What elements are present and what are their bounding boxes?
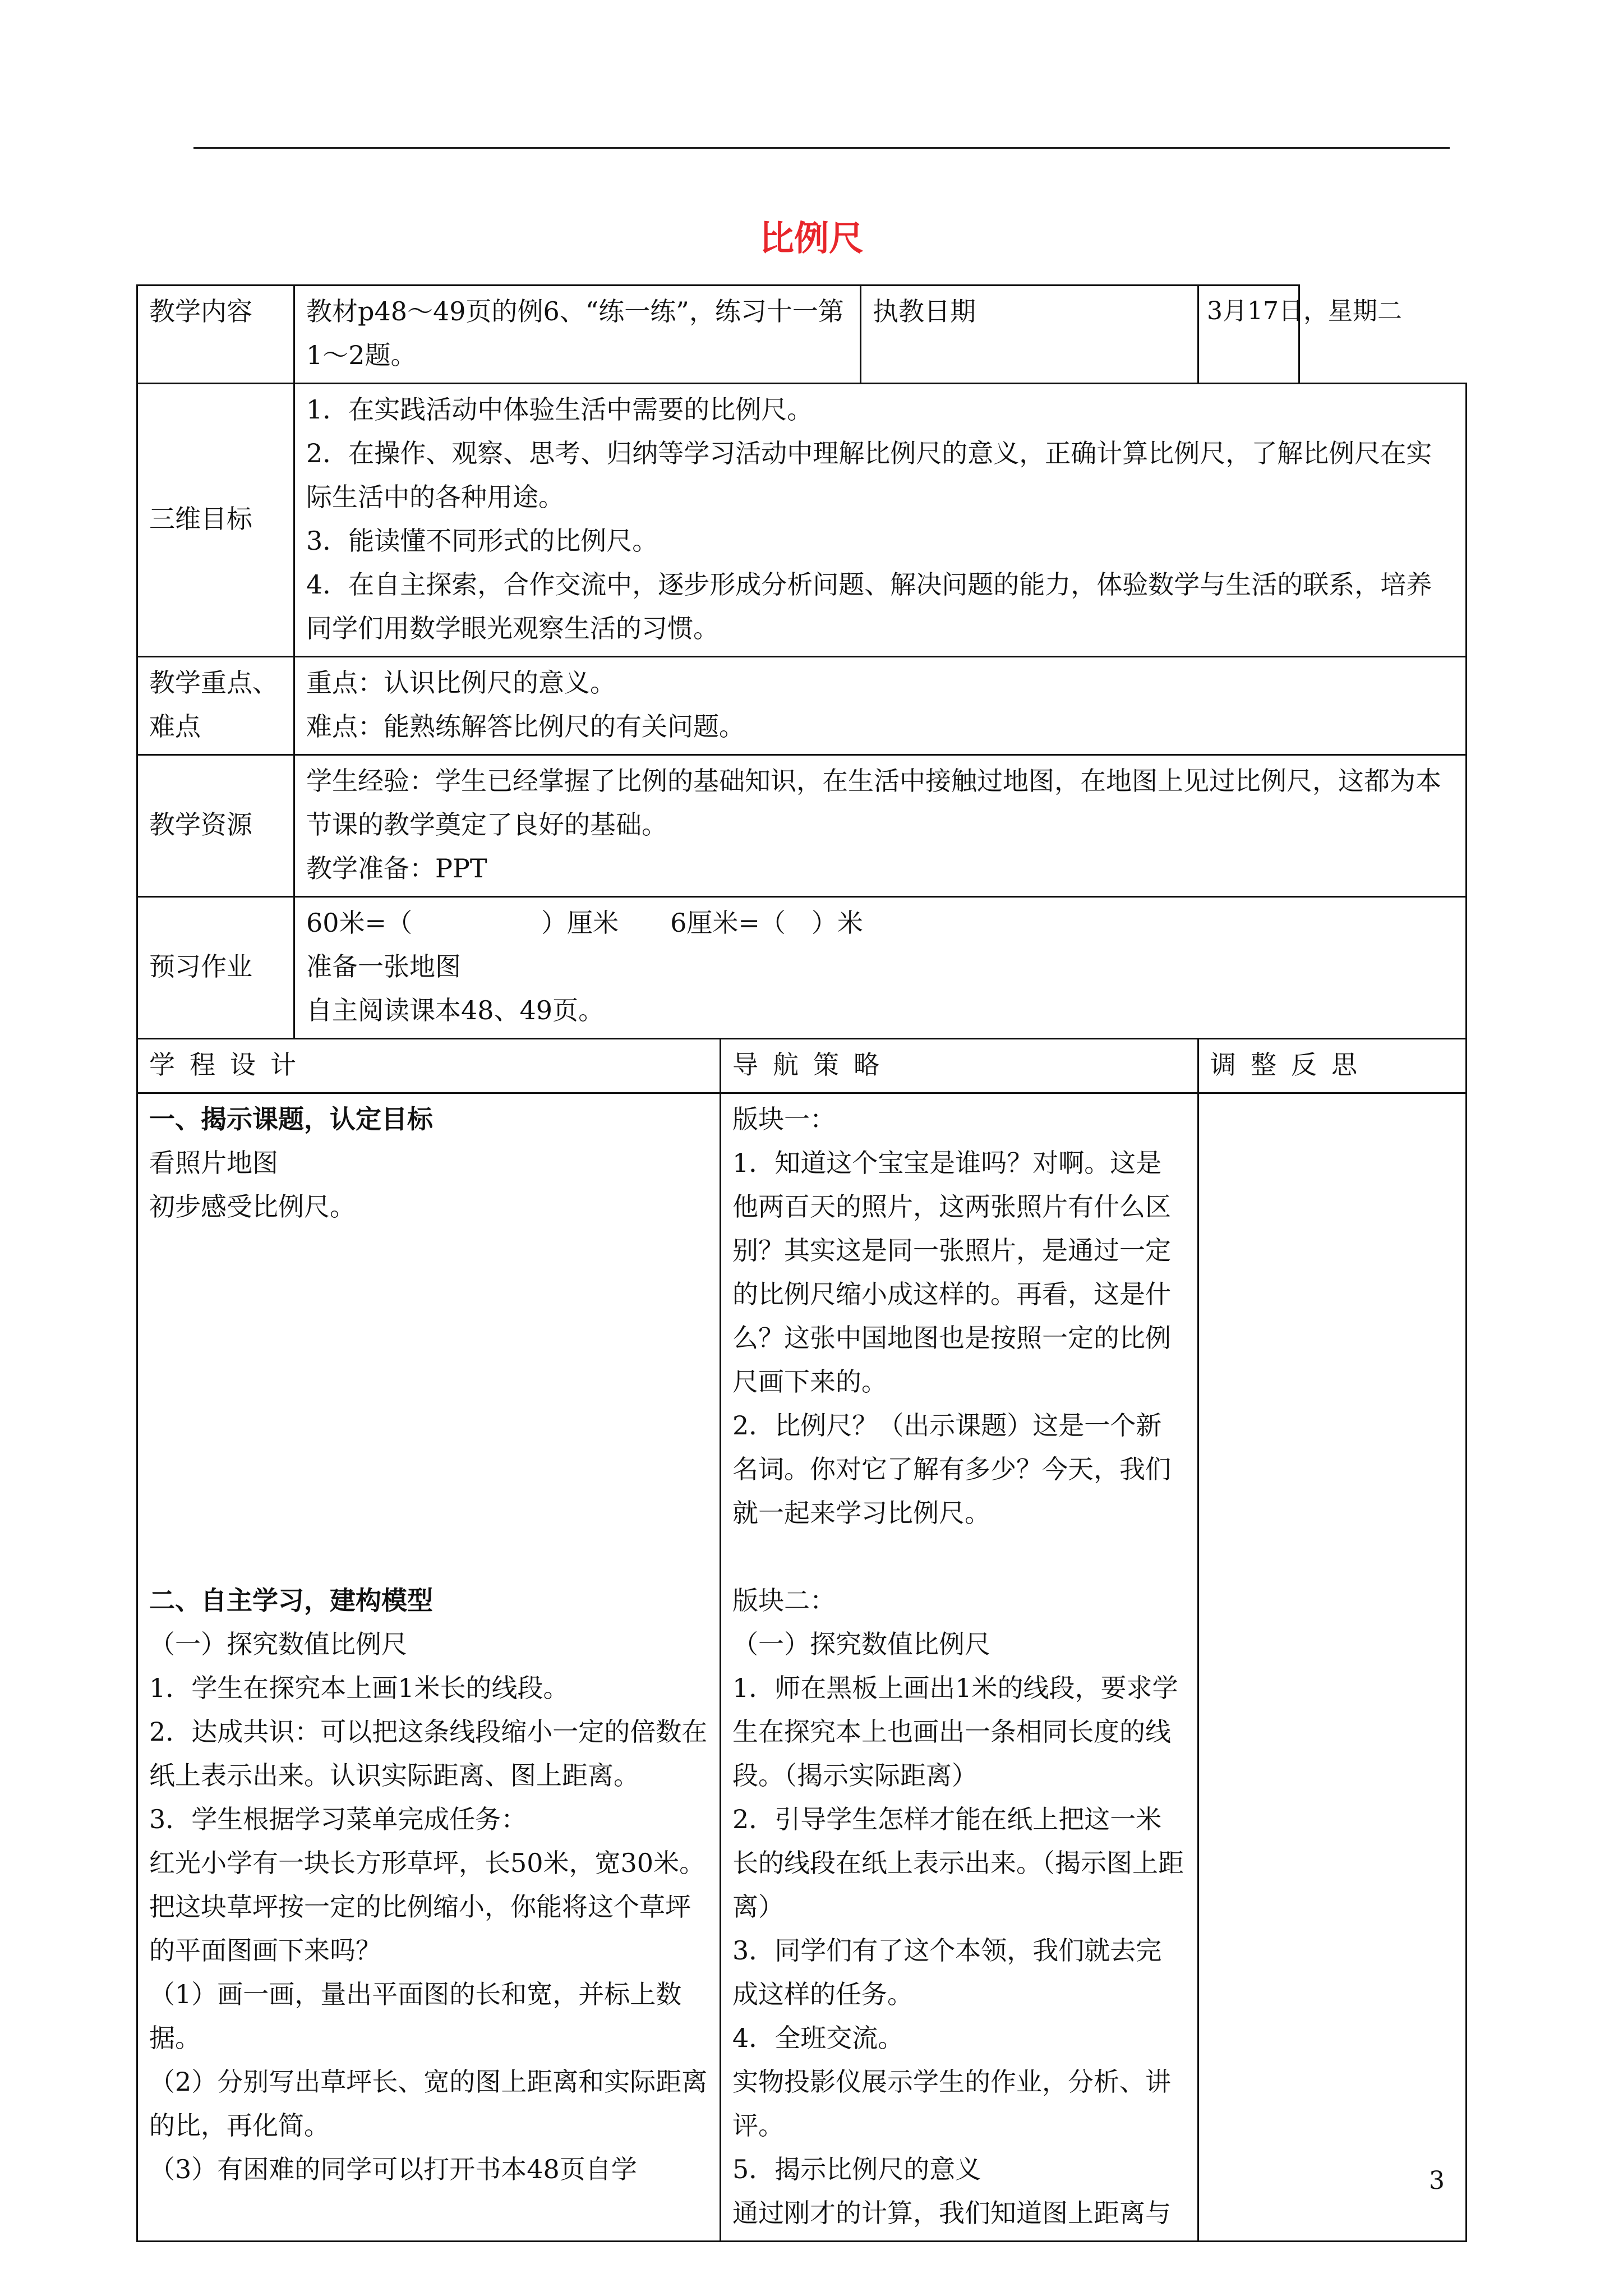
section-spacer — [732, 1535, 1186, 1579]
column-header-strategy: 导航策略 — [721, 1039, 1198, 1093]
preview-cell — [294, 897, 1467, 1039]
section2-left-item: （1）画一画，量出平面图的长和宽，并标上数据。 — [149, 1979, 682, 2053]
section2-right-item: 3．同学们有了这个本领，我们就去完成这样的任务。 — [732, 1935, 1162, 2009]
section1-right-heading: 版块一： — [732, 1104, 836, 1134]
key-label-line-1: 教学重点、 — [149, 668, 278, 698]
section2-right-item: （一）探究数值比例尺 — [732, 1629, 990, 1659]
section2-right-item: 1．师在黑板上画出1米的线段，要求学生在探究本上也画出一条相同长度的线段。（揭示实际距离） — [732, 1673, 1178, 1791]
key-points-cell — [294, 657, 1467, 755]
resources-cell — [294, 755, 1467, 897]
section1-right-item: 1．知道这个宝宝是谁吗？对啊。这是他两百天的照片，这两张照片有什么区别？其实这是同一张照片，是通过一定的比例尺缩小成这样的。再看，这是什么？这张中国地图也是按照一定的比例尺画下来的。 — [732, 1148, 1171, 1397]
section2-left-item: （3）有困难的同学可以打开书本48页自学 — [149, 2154, 637, 2184]
strategy-cell — [721, 1093, 1198, 2242]
row-goals — [137, 384, 1467, 657]
date-label: 执教日期 — [861, 286, 1198, 384]
goals-cell — [294, 384, 1467, 657]
preview-item: 准备一张地图 — [306, 951, 461, 982]
section2-right-item: 实物投影仪展示学生的作业，分析、讲评。 — [732, 2067, 1171, 2141]
goal-item: 3．能读懂不同形式的比例尺。 — [306, 526, 658, 556]
section1-left-item: 看照片地图 — [149, 1148, 278, 1178]
resource-item: 学生经验：学生已经掌握了比例的基础知识，在生活中接触过地图，在地图上见过比例尺，这都为本节课的教学奠定了良好的基础。 — [306, 766, 1441, 840]
reflection-cell — [1198, 1093, 1467, 2242]
section2-right-item: 通过刚才的计算，我们知道图上距离与 — [732, 2198, 1171, 2228]
section2-left-item: 3．学生根据学习菜单完成任务： — [149, 1804, 527, 1834]
preview-item: 自主阅读课本48、49页。 — [306, 995, 605, 1025]
row-resources — [137, 755, 1467, 897]
key-point: 重点：认识比例尺的意义。 — [306, 668, 616, 698]
key-points-label — [137, 657, 294, 755]
section2-left-item: 红光小学有一块长方形草坪，长50米，宽30米。把这块草坪按一定的比例缩小，你能将这个草坪的平面图画下来吗？ — [149, 1848, 706, 1966]
section2-right-item: 2．引导学生怎样才能在纸上把这一米长的线段在纸上表示出来。（揭示图上距离） — [732, 1804, 1184, 1922]
row-body — [137, 1093, 1467, 2242]
key-point: 难点：能熟练解答比例尺的有关问题。 — [306, 711, 745, 742]
page-title: 比例尺 — [759, 218, 864, 259]
content-value: 教材p48～49页的例6、“练一练”，练习十一第1～2题。 — [294, 286, 861, 384]
page-number: 3 — [1429, 2166, 1445, 2195]
lesson-plan-table — [136, 284, 1467, 2242]
course-design-cell — [137, 1093, 721, 2242]
section1-heading: 一、揭示课题，认定目标 — [149, 1104, 433, 1134]
section2-left-item: （一）探究数值比例尺 — [149, 1629, 407, 1659]
preview-item: 60米=（ ）厘米 6厘米=（ ）米 — [306, 908, 863, 938]
resource-item: 教学准备：PPT — [306, 853, 487, 884]
section1-right-item: 2．比例尺？（出示课题）这是一个新名词。你对它了解有多少？今天，我们就一起来学习比例尺。 — [732, 1410, 1171, 1528]
row-key-points — [137, 657, 1467, 755]
resources-label: 教学资源 — [137, 755, 294, 897]
section2-right-item: 5．揭示比例尺的意义 — [732, 2154, 981, 2184]
section-spacer — [149, 1228, 708, 1579]
section1-left-item: 初步感受比例尺。 — [149, 1191, 356, 1222]
goals-label: 三维目标 — [137, 384, 294, 657]
section2-left-item: （2）分别写出草坪长、宽的图上距离和实际距离的比，再化简。 — [149, 2067, 708, 2141]
section2-left-item: 2．达成共识：可以把这条线段缩小一定的倍数在纸上表示出来。认识实际距离、图上距离。 — [149, 1717, 708, 1791]
content-label: 教学内容 — [137, 286, 294, 384]
goal-item: 2．在操作、观察、思考、归纳等学习活动中理解比例尺的意义，正确计算比例尺，了解比例尺在实际生活中的各种用途。 — [306, 438, 1432, 512]
date-value: 3月17日，星期二 — [1198, 286, 1299, 384]
row-column-headers — [137, 1039, 1467, 1093]
section2-right-item: 4．全班交流。 — [732, 2023, 904, 2053]
key-label-line-2: 难点 — [149, 711, 201, 742]
row-preview — [137, 897, 1467, 1039]
goal-item: 4．在自主探索，合作交流中，逐步形成分析问题、解决问题的能力，体验数学与生活的联系，培养同学们用数学眼光观察生活的习惯。 — [306, 569, 1432, 643]
preview-label: 预习作业 — [137, 897, 294, 1039]
section2-right-heading: 版块二： — [732, 1585, 836, 1616]
column-header-course-design: 学程设计 — [137, 1039, 721, 1093]
row-content — [137, 286, 1467, 384]
section2-left-item: 1．学生在探究本上画1米长的线段。 — [149, 1673, 569, 1703]
header-rule — [193, 147, 1450, 149]
column-header-reflection: 调整反思 — [1198, 1039, 1467, 1093]
section2-heading: 二、自主学习，建构模型 — [149, 1585, 433, 1616]
goal-item: 1．在实践活动中体验生活中需要的比例尺。 — [306, 394, 813, 425]
